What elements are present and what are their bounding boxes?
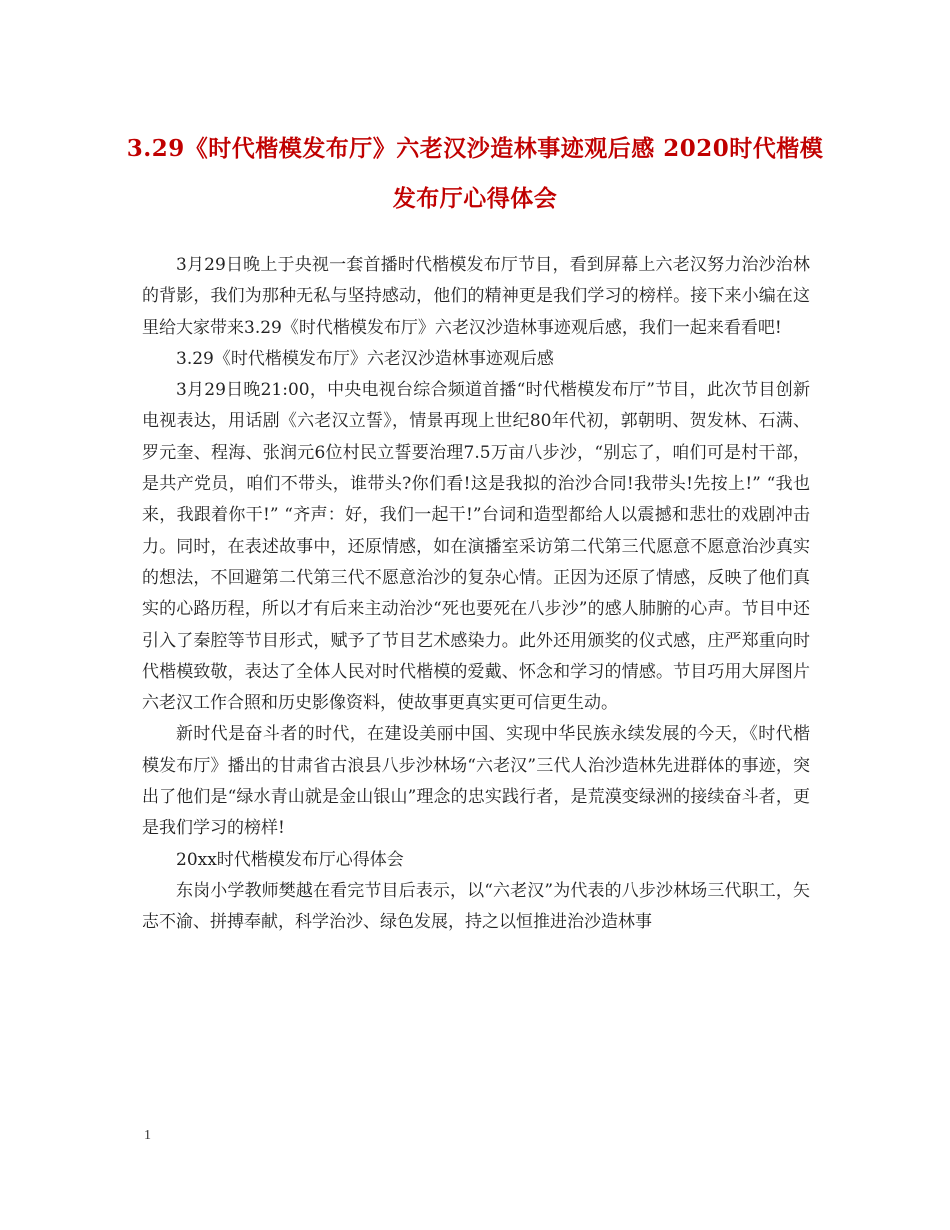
paragraph-intro: 3月29日晚上于央视一套首播时代楷模发布厅节目，看到屏幕上六老汉努力治沙治林的背影，我们为那种无私与坚持感动，他们的精神更是我们学习的榜样。接下来小编在这里给大家带来3.29《时代楷模发布厅》六老汉沙造林事迹观后感，我们一起来看看吧!: [142, 255, 810, 338]
page-number: 1: [144, 1128, 151, 1143]
paragraph-new-era: 新时代是奋斗者的时代，在建设美丽中国、实现中华民族永续发展的今天，《时代楷模发布厅》播出的甘肃省古浪县八步沙林场“六老汉”三代人治沙造林先进群体的事迹，突出了他们是“绿水青山就是金山银山”理念的忠实践行者，是荒漠变绿洲的接续奋斗者，更是我们学习的榜样!: [142, 724, 810, 839]
paragraph-teacher-comment: 东岗小学教师樊越在看完节目后表示，以“六老汉”为代表的八步沙林场三代职工，矢志不渝、拼搏奉献，科学治沙、绿色发展，持之以恒推进治沙造林事: [142, 880, 810, 933]
section-heading-review: 3.29《时代楷模发布厅》六老汉沙造林事迹观后感: [176, 348, 554, 369]
paragraph-program-description: 3月29日晚21:00，中央电视台综合频道首播“时代楷模发布厅”节目，此次节目创新电视表达，用话剧《六老汉立誓》，情景再现上世纪80年代初，郭朝明、贺发林、石满、罗元奎、程海、张润元6位村民立誓要治理7.5万亩八步沙，“别忘了，咱们可是村干部，是共产党员，咱们不带头，谁带头?你们看!这是我拟的治沙合同!我带头!先按上!” “我也来，我跟着你干!” “齐声：好，我们一起干!”台词和造型都给人以震撼和悲壮的戏剧冲击力。同时，在表述故事中，还原情感，如在演播室采访第二代第三代愿意不愿意治沙真实的想法，不回避第二代第三代不愿意治沙的复杂心情。正因为还原了情感，反映了他们真实的心路历程，所以才有后来主动治沙“死也要死在八步沙”的感人肺腑的心声。节目中还引入了秦腔等节目形式，赋予了节目艺术感染力。此外还用颁奖的仪式感，庄严郑重向时代楷模致敬，表达了全体人民对时代楷模的爱戴、怀念和学习的情感。节目巧用大屏图片六老汉工作合照和历史影像资料，使故事更真实更可信更生动。: [142, 380, 810, 714]
document-title: 3.29《时代楷模发布厅》六老汉沙造林事迹观后感 2020时代楷模发布厅心得体会: [126, 135, 824, 212]
document-body: [142, 250, 810, 939]
section-heading-reflection: 20xx时代楷模发布厅心得体会: [176, 849, 404, 870]
